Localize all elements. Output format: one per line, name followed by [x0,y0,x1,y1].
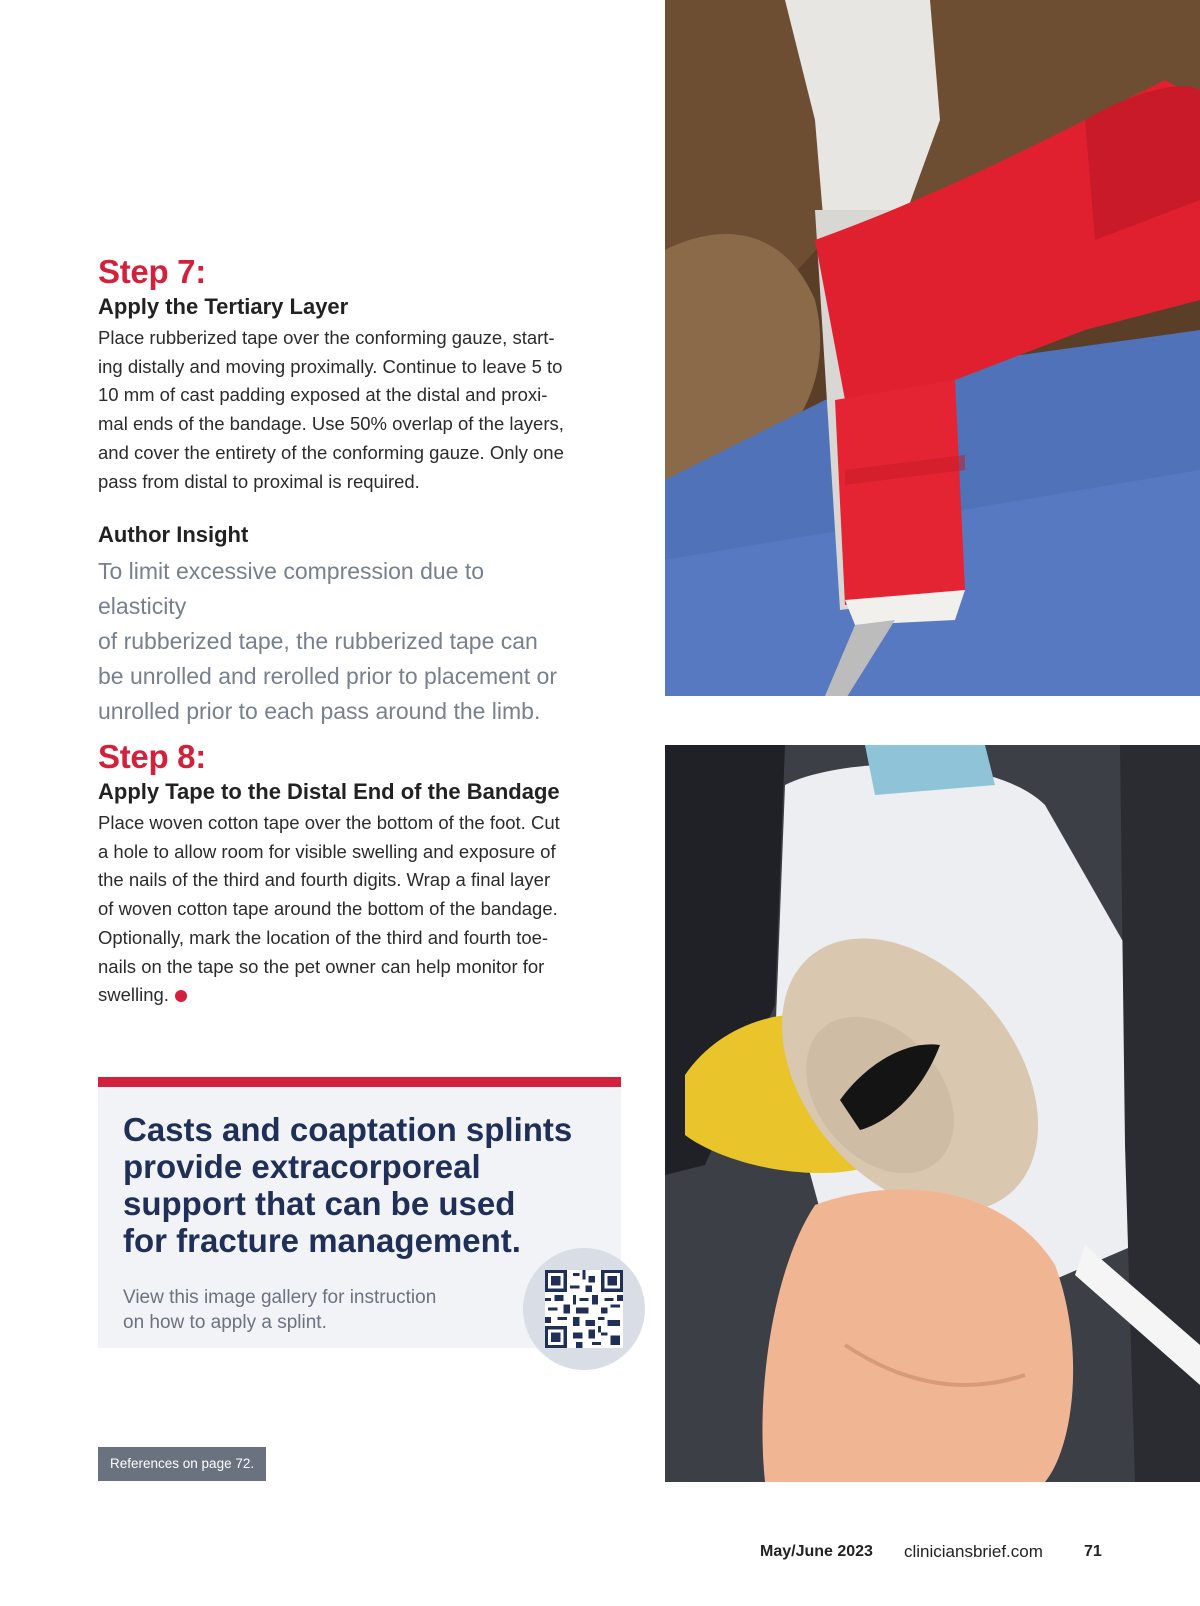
step-7-title: Step 7: [98,253,206,290]
callout-headline-line: Casts and coaptation splints [123,1111,573,1148]
footer-issue-date: May/June 2023 [760,1543,873,1560]
step-7-line: pass from distal to proximal is required. [98,470,420,492]
step-7-line: ing distally and moving proximally. Continue to leave 5 to [98,355,563,377]
qr-code-badge[interactable] [523,1248,645,1370]
callout-headline [123,1111,593,1259]
photo-rubberized-tape [665,0,1200,696]
insight-line: unrolled prior to each pass around the limb. [98,698,541,724]
footer-website[interactable]: cliniciansbrief.com [904,1542,1043,1561]
insight-line: To limit excessive compression due to elasticity [98,558,485,619]
step-8-line: the nails of the third and fourth digits. Wrap a final layer [98,869,551,891]
step-7-section [98,252,583,496]
step-8-line: Place woven cotton tape over the bottom of the foot. Cut [98,812,560,833]
gallery-note-line: View this image gallery for instruction [123,1287,437,1308]
step-7-line: and cover the entirety of the conforming gauze. Only one [98,441,564,463]
step-8-line: a hole to allow room for visible swelling and exposure of [98,840,556,862]
insight-line: of rubberized tape, the rubberized tape can [98,628,538,654]
photo-distal-cotton-tape [665,745,1200,1482]
callout-headline-line: support that can be used [123,1185,516,1222]
gallery-note-line: on how to apply a splint. [123,1312,327,1333]
step-7-subtitle: Apply the Tertiary Layer [98,294,349,319]
step-8-line: swelling. [98,984,169,1006]
step-7-line: Place rubberized tape over the conforming gauze, start- [98,327,555,348]
references-tag: References on page 72. [98,1447,266,1481]
callout-headline-line: provide extracorporeal [123,1148,481,1185]
step-8-body [98,809,583,1010]
author-insight-body [98,554,578,729]
step-7-body [98,324,583,496]
callout-headline-line: for fracture management. [123,1222,521,1259]
step-8-subtitle: Apply Tape to the Distal End of the Bandage [98,779,560,804]
end-of-article-dot-icon [175,990,187,1002]
step-8-line: Optionally, mark the location of the third and fourth toe- [98,926,549,948]
footer-page-number: 71 [1084,1543,1102,1560]
step-7-line: mal ends of the bandage. Use 50% overlap of the layers, [98,413,564,435]
gallery-note[interactable] [123,1285,443,1335]
step-7-line: 10 mm of cast padding exposed at the distal and proxi- [98,384,548,406]
step-8-line: of woven cotton tape around the bottom of the bandage. [98,898,558,920]
insight-line: be unrolled and rerolled prior to placement or [98,663,557,689]
step-8-title: Step 8: [98,738,206,775]
author-insight-title: Author Insight [98,522,249,547]
step-8-line: nails on the tape so the pet owner can help monitor for [98,955,545,977]
step-8-section [98,737,583,1010]
author-insight [98,520,578,729]
qr-code-icon [545,1270,623,1348]
